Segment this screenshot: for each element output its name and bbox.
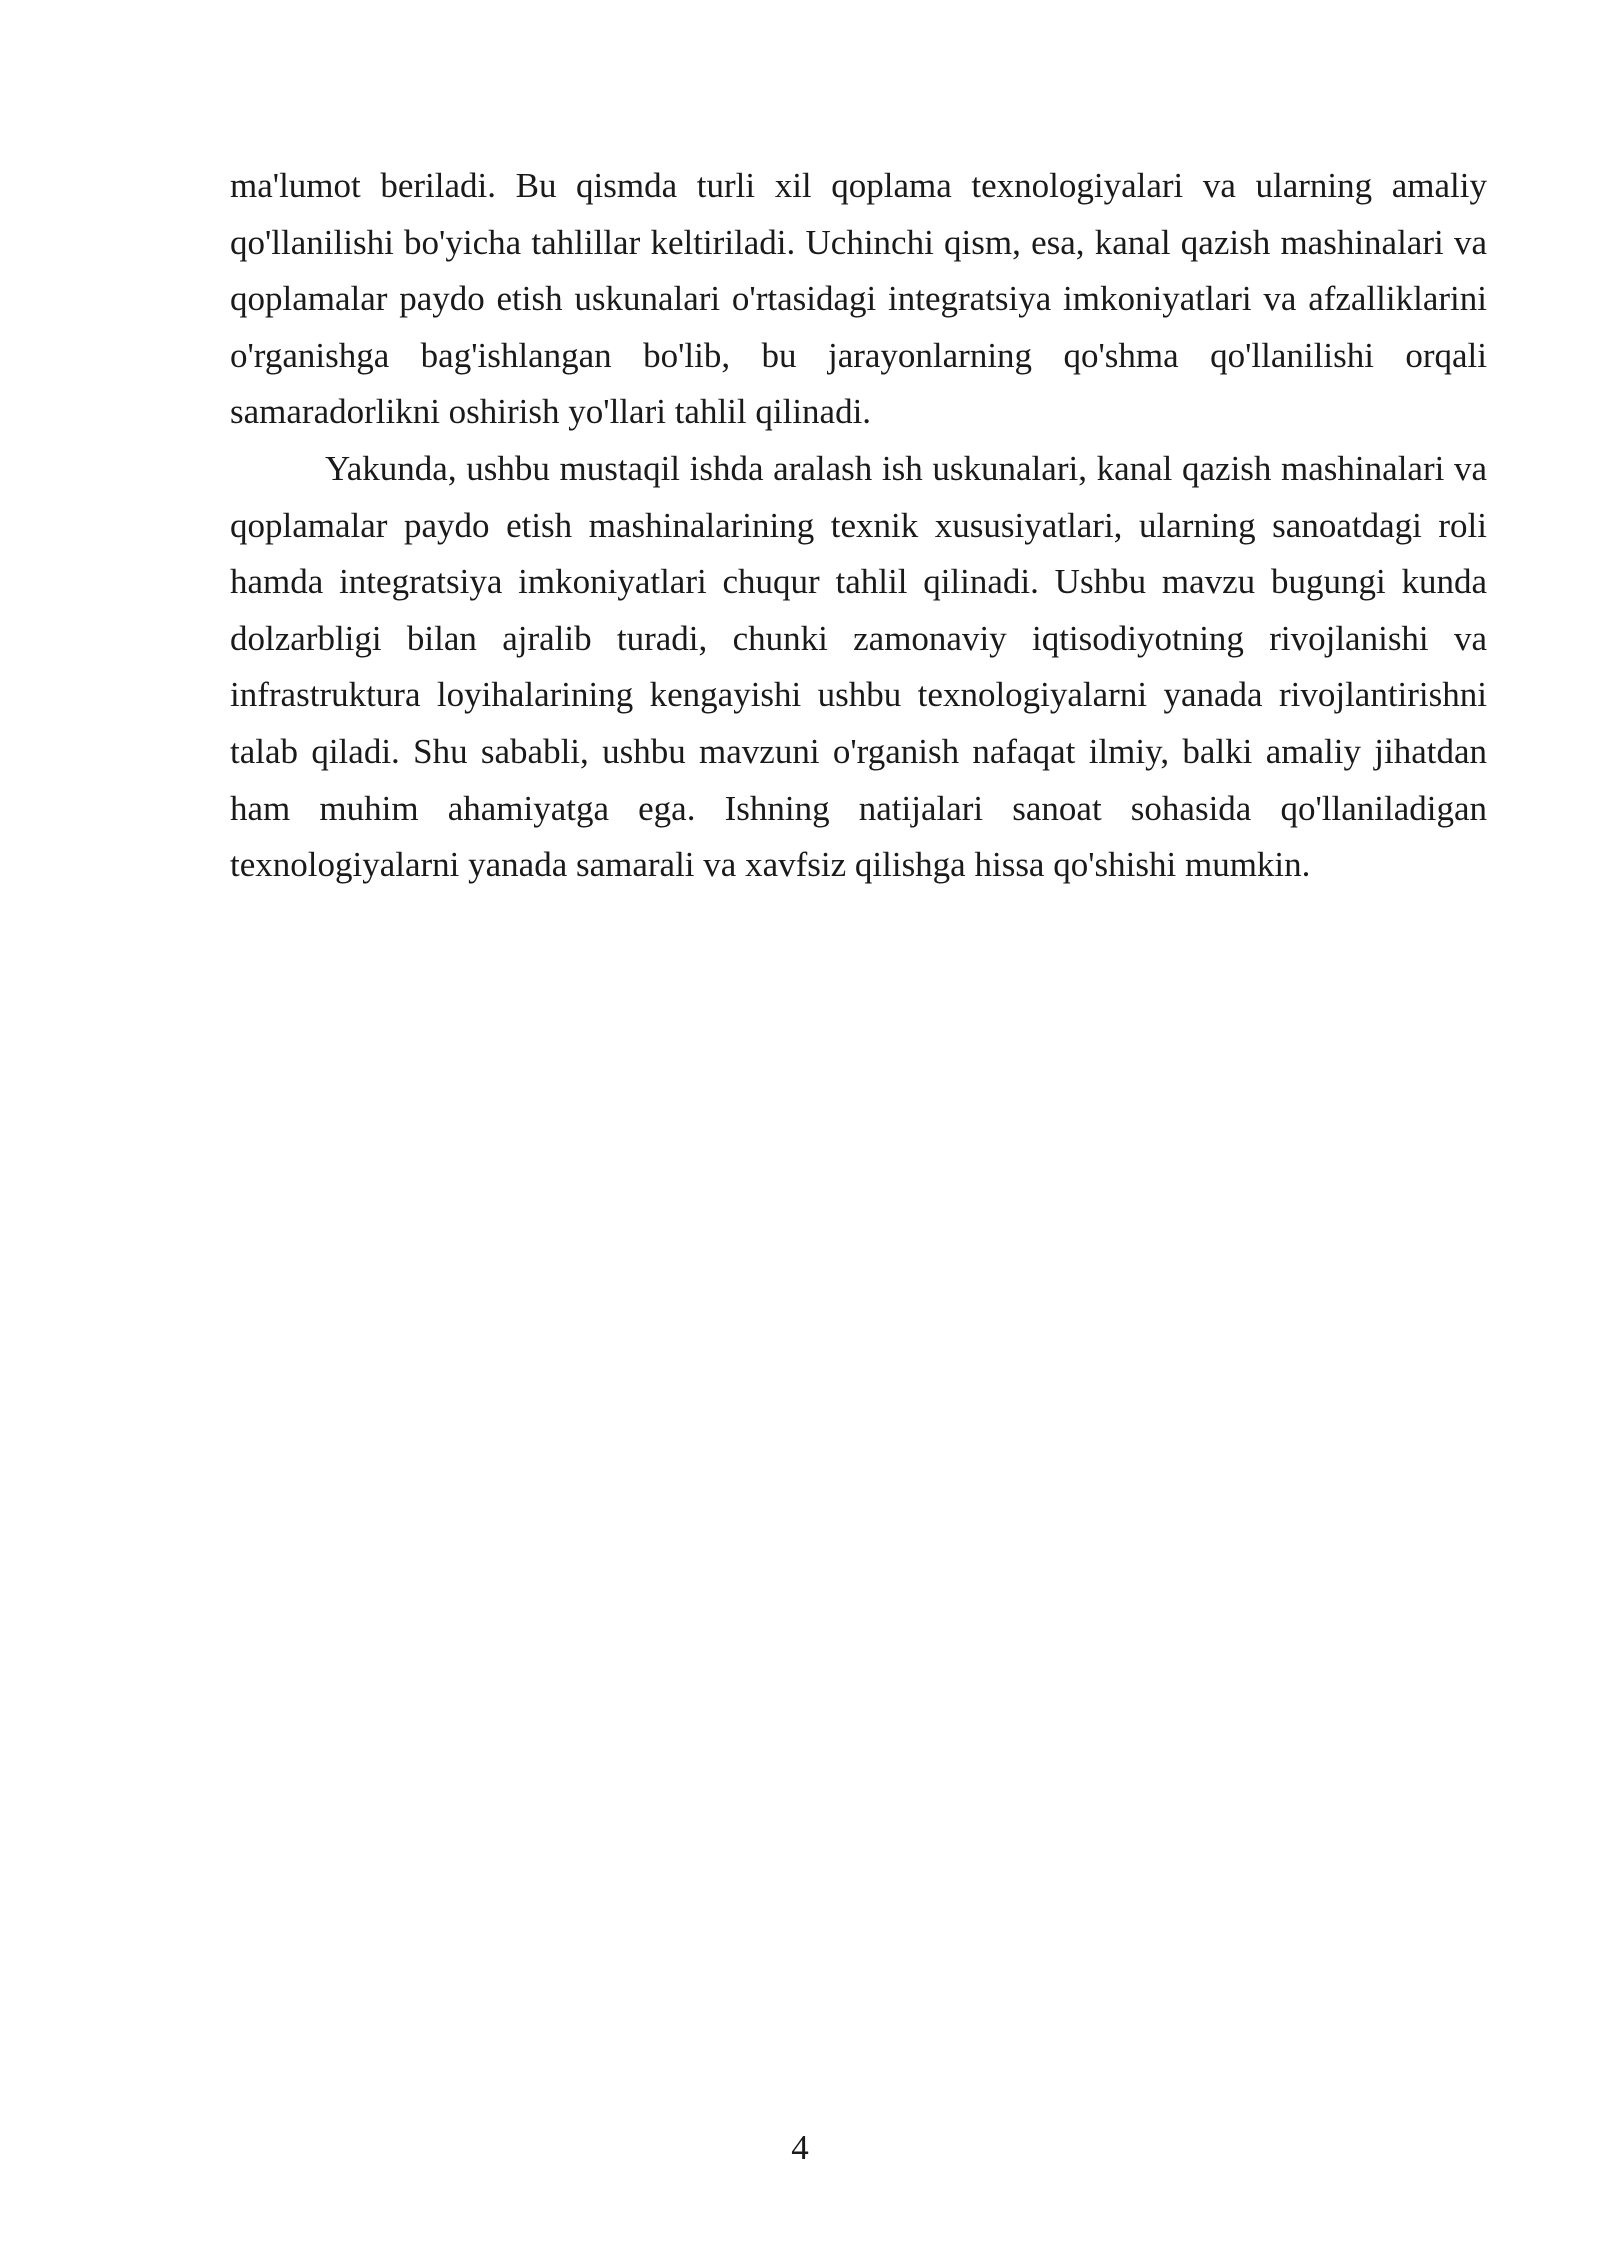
page-number: 4 <box>791 2128 809 2167</box>
paragraph-continuation: ma'lumot beriladi. Bu qismda turli xil qoplama texnologiyalari va ularning amaliy qo'llanilishi bo'yicha tahlillar keltiriladi. Uchinchi qism, esa, kanal qazish mashinalari va qoplamalar paydo etish uskunalari o'rtasidagi integratsiya imkoniyatlari va afzalliklarini o'rganishga bag'ishlangan bo'lib, bu jarayonlarning qo'shma qo'llanilishi orqali samaradorlikni oshirish yo'llari tahlil qilinadi. <box>230 166 1487 432</box>
body-text <box>230 158 1487 894</box>
paragraph-conclusion: Yakunda, ushbu mustaqil ishda aralash ish uskunalari, kanal qazish mashinalari va qoplamalar paydo etish mashinalarining texnik xususiyatlari, ularning sanoatdagi roli hamda integratsiya imkoniyatlari chuqur tahlil qilinadi. Ushbu mavzu bugungi kunda dolzarbligi bilan ajralib turadi, chunki zamonaviy iqtisodiyotning rivojlanishi va infrastruktura loyihalarining kengayishi ushbu texnologiyalarni yanada rivojlantirishni talab qiladi. Shu sababli, ushbu mavzuni o'rganish nafaqat ilmiy, balki amaliy jihatdan ham muhim ahamiyatga ega. Ishning natijalari sanoat sohasida qo'llaniladigan texnologiyalarni yanada samarali va xavfsiz qilishga hissa qo'shishi mumkin. <box>230 448 1487 885</box>
